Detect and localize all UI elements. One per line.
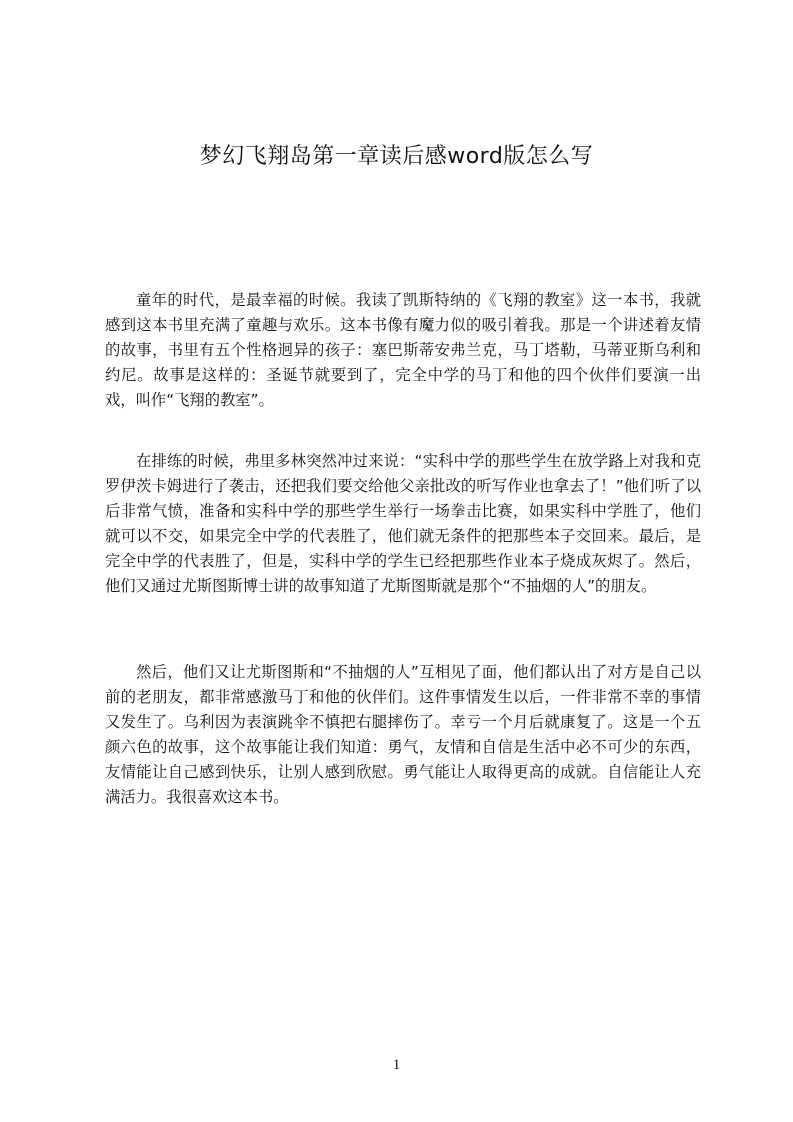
page-title: 梦幻飞翔岛第一章读后感word版怎么写 [199,144,594,169]
page-number: 1 [392,1057,401,1073]
paragraph-1: 童年的时代，是最幸福的时候。我读了凯斯特纳的《飞翔的教室》这一本书，我就感到这本书里充满了童趣与欢乐。这本书像有魔力似的吸引着我。那是一个讲述着友情的故事，书里有五个性格迥异的孩子：塞巴斯蒂安弗兰克，马丁塔勒，马蒂亚斯乌利和约尼。故事是这样的：圣诞节就要到了，完全中学的马丁和他的四个伙伴们要演一出戏，叫作“飞翔的教室”。 [105,291,701,409]
paragraph-2: 在排练的时候，弗里多林突然冲过来说：“实科中学的那些学生在放学路上对我和克罗伊茨卡姆进行了袭击，还把我们要交给他父亲批改的听写作业也拿去了！”他们听了以后非常气愤，准备和实科中学的那些学生举行一场拳击比赛，如果实科中学胜了，他们就可以不交，如果完全中学的代表胜了，他们就无条件的把那些本子交回来。最后，是完全中学的代表胜了，但是，实科中学的学生已经把那些作业本子烧成灰烬了。然后，他们又通过尤斯图斯博士讲的故事知道了尤斯图斯就是那个“不抽烟的人”的朋友。 [105,452,701,595]
paragraph-3: 然后，他们又让尤斯图斯和“不抽烟的人”互相见了面，他们都认出了对方是自己以前的老朋友，都非常感激马丁和他的伙伴们。这件事情发生以后，一件非常不幸的事情又发生了。乌利因为表演跳伞不慎把右腿摔伤了。幸亏一个月后就康复了。这是一个五颜六色的故事，这个故事能让我们知道：勇气，友情和自信是生活中必不可少的东西，友情能让自己感到快乐，让别人感到欣慰。勇气能让人取得更高的成就。自信能让人充满活力。我很喜欢这本书。 [105,663,701,806]
